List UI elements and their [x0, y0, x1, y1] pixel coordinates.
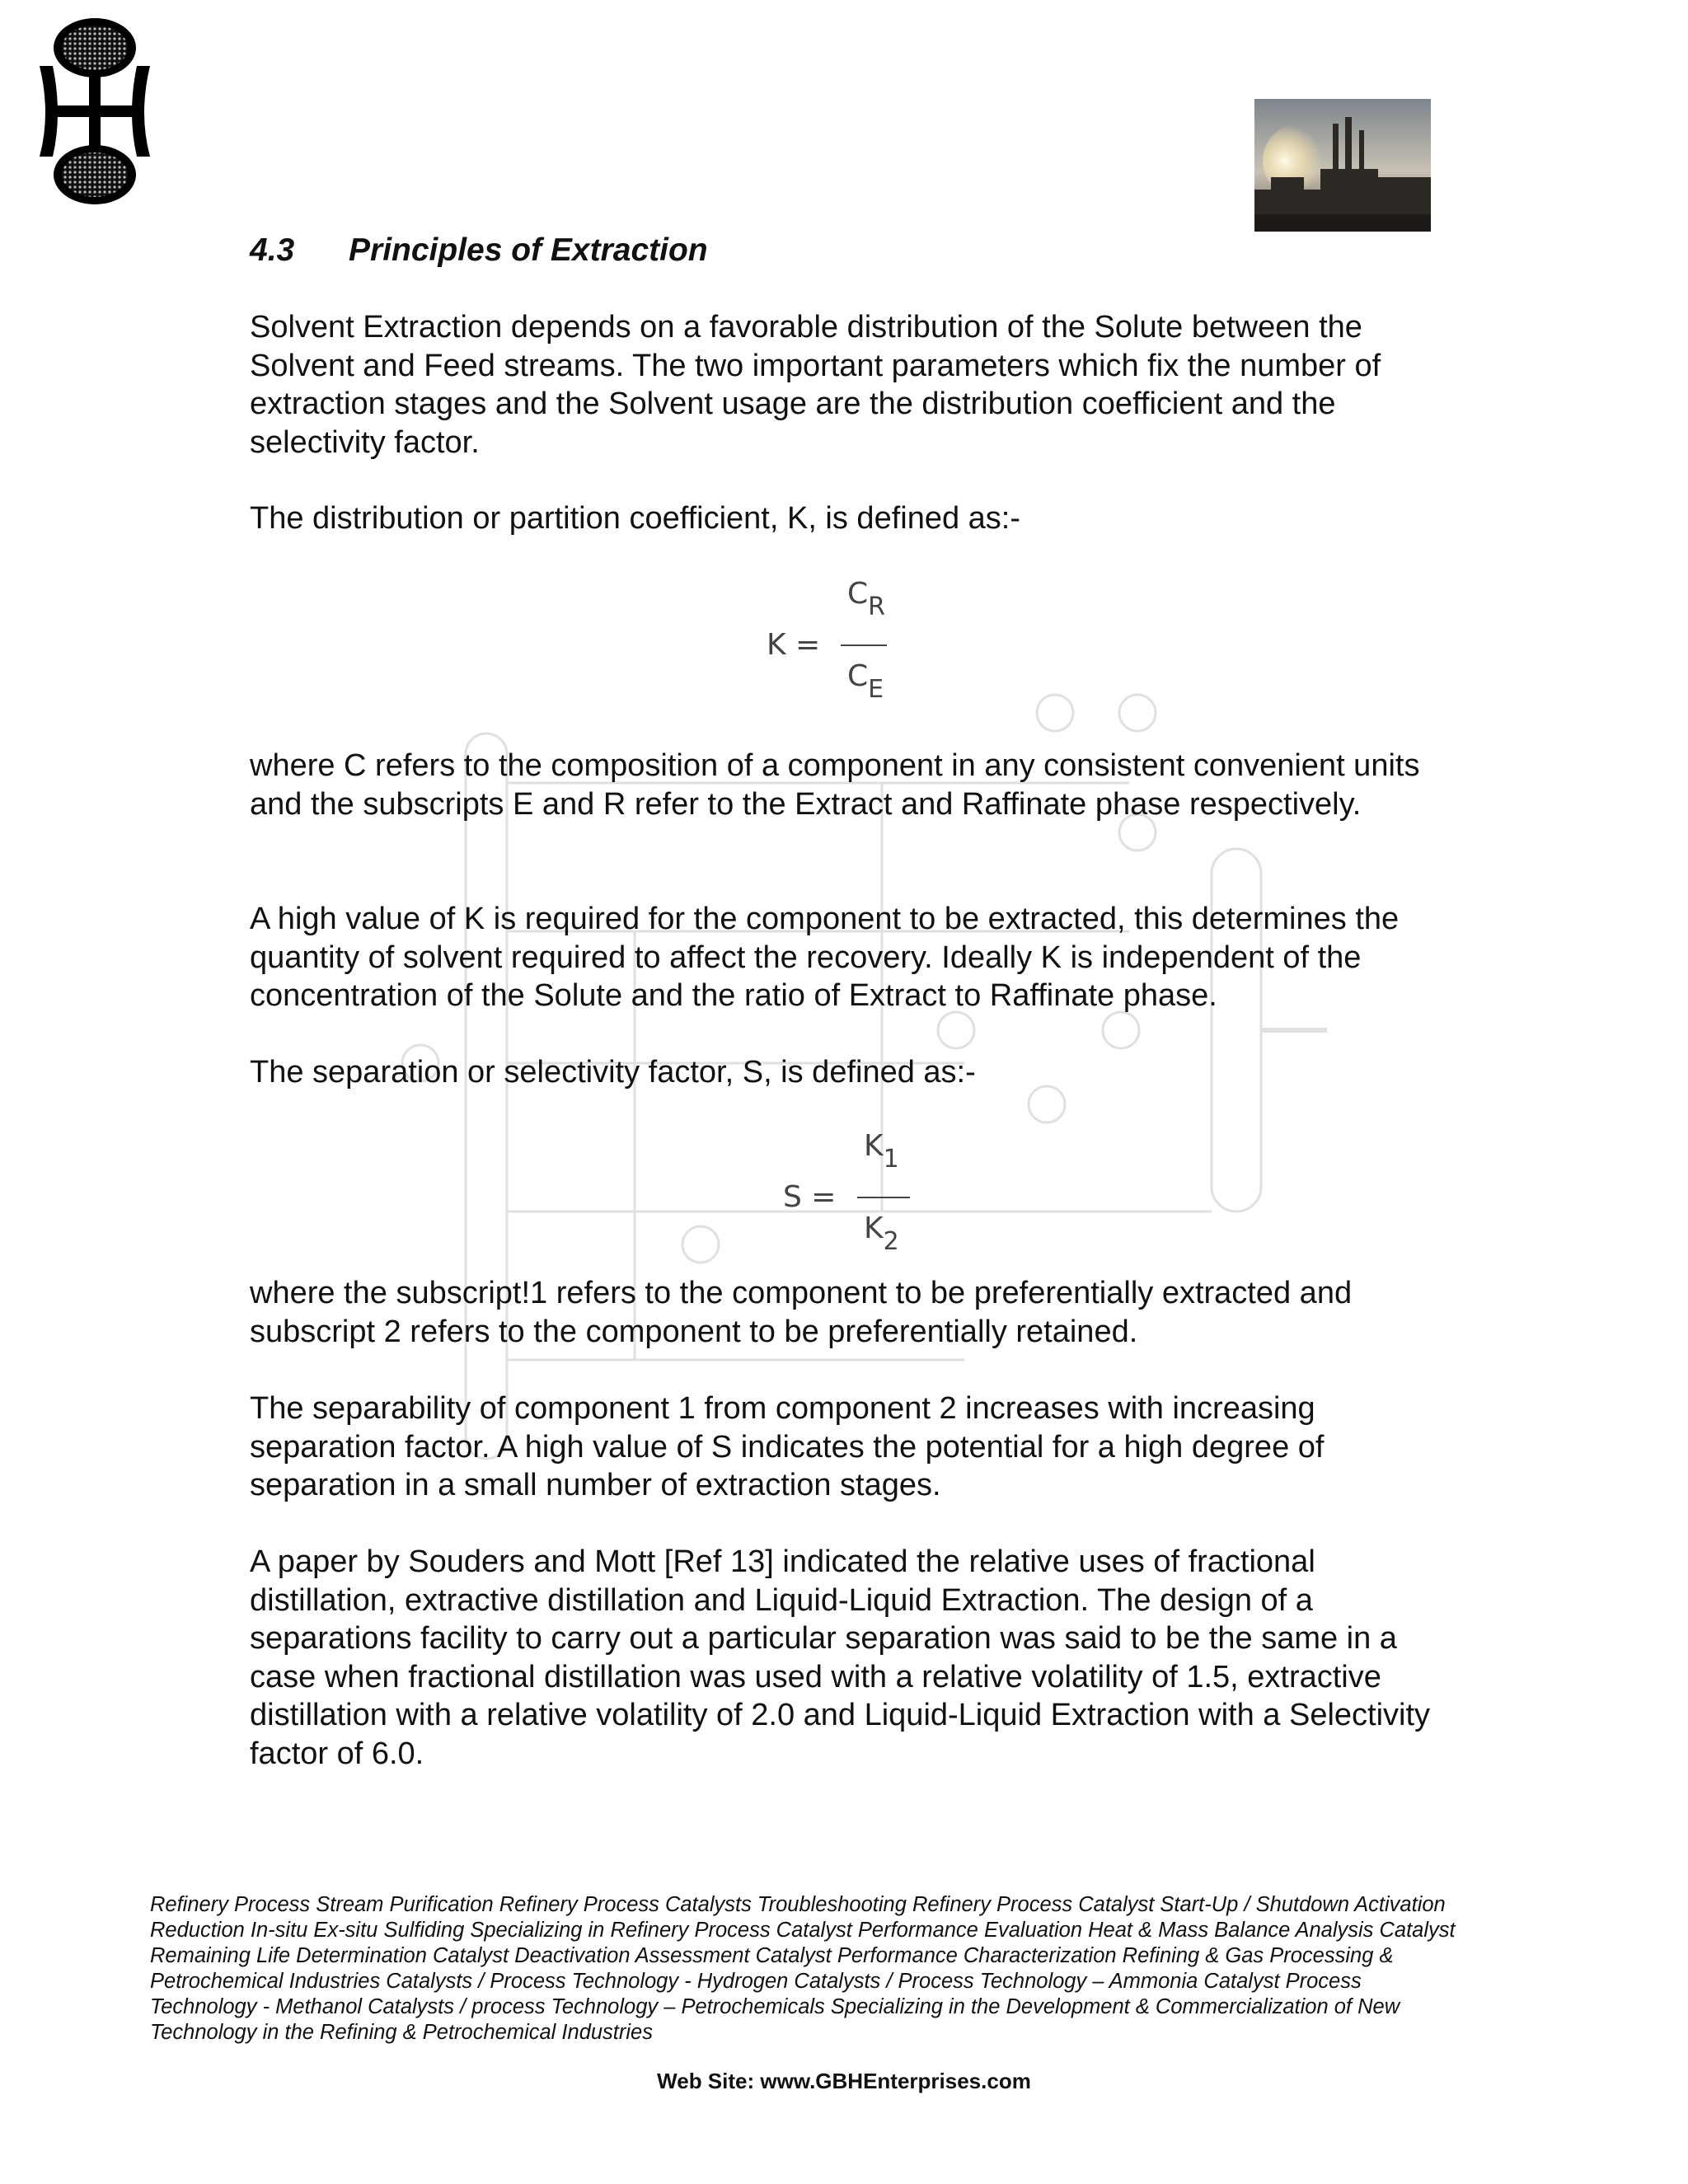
- company-logo-icon: [33, 16, 157, 206]
- paragraph-high-k: A high value of K is required for the component to be extracted, this determines the quantity of solvent required to affect the recovery. Ideally K is independent of the concentration of the Solute and the ratio of Extract to Raffinate phase.: [250, 902, 1400, 1013]
- equation-k-den-symbol: C: [847, 659, 869, 693]
- equation-k-fraction-bar: [841, 644, 887, 646]
- section-title: Principles of Extraction: [349, 232, 708, 268]
- paragraph-separability: The separability of component 1 from component 2 increases with increasing separation factor. A high value of S indicates the potential for a high degree of separation in a small number of extraction stages.: [250, 1391, 1325, 1502]
- equation-k-num-subscript: R: [868, 593, 885, 621]
- equation-k-num-symbol: C: [847, 577, 869, 611]
- refinery-photo: [1254, 99, 1431, 232]
- equation-k-numerator: [847, 577, 885, 621]
- paragraph-intro: Solvent Extraction depends on a favorable distribution of the Solute between the Solvent and Feed streams. The two important parameters which fix the number of extraction stages and the Solvent usage are the distribution coefficient and the selectivity factor.: [250, 310, 1381, 460]
- equation-s-den-subscript: 2: [883, 1227, 899, 1256]
- section-number: 4.3: [250, 232, 295, 268]
- footer-website: Web Site: www.GBHEnterprises.com: [657, 2069, 1031, 2093]
- paragraph-s-definition: The separation or selectivity factor, S, is defined as:-: [250, 1055, 976, 1090]
- footer-services-text: Refinery Process Stream Purification Refinery Process Catalysts Troubleshooting Refinery Process Catalyst Start-Up / Shutdown Activation Reduction In-situ Ex-situ Sulfiding Specializing in Refinery Process Catalyst Performance Evaluation Heat & Mass Balance Analysis Catalyst Remaining Life Determination Catalyst Deactivation Assessment Catalyst Performance Characterization Refining & Gas Processing & Petrochemical Industries Catalysts / Process Technology - Hydrogen Catalysts / Process Technology – Ammonia Catalyst Process Technology - Methanol Catalysts / process Technology – Petrochemicals Specializing in the Development & Commercialization of New Technology in the Refining & Petrochemical Industries: [150, 1893, 1456, 2044]
- equation-s-fraction-bar: [857, 1197, 910, 1198]
- section-heading: [250, 232, 708, 269]
- equation-s-den-symbol: K: [864, 1212, 884, 1245]
- paragraph-souders-mott: A paper by Souders and Mott [Ref 13] indicated the relative uses of fractional distillation, extractive distillation and Liquid-Liquid Extraction. The design of a separations facility to carry out a particular separation was said to be the same in a case when fractional distillation was used with a relative volatility of 1.5, extractive distillation with a relative volatility of 2.0 and Liquid-Liquid Extraction with a Selectivity factor of 6.0.: [250, 1544, 1431, 1771]
- equation-s-denominator: [864, 1212, 899, 1256]
- equation-k-denominator: [847, 659, 884, 704]
- equation-s-numerator: [864, 1129, 899, 1174]
- paragraph-subscripts: where the subscript!1 refers to the component to be preferentially extracted and subscript 2 refers to the component to be preferentially retained.: [250, 1276, 1353, 1349]
- equation-s-lhs: S =: [783, 1180, 837, 1214]
- equation-k-den-subscript: E: [868, 675, 884, 704]
- equation-k-lhs: K =: [767, 628, 821, 662]
- paragraph-composition: where C refers to the composition of a component in any consistent convenient units and the subscripts E and R refer to the Extract and Raffinate phase respectively.: [250, 748, 1420, 822]
- equation-s-num-subscript: 1: [883, 1145, 899, 1174]
- equation-s-num-symbol: K: [864, 1129, 884, 1163]
- paragraph-k-definition: The distribution or partition coefficient, K, is defined as:-: [250, 501, 1021, 536]
